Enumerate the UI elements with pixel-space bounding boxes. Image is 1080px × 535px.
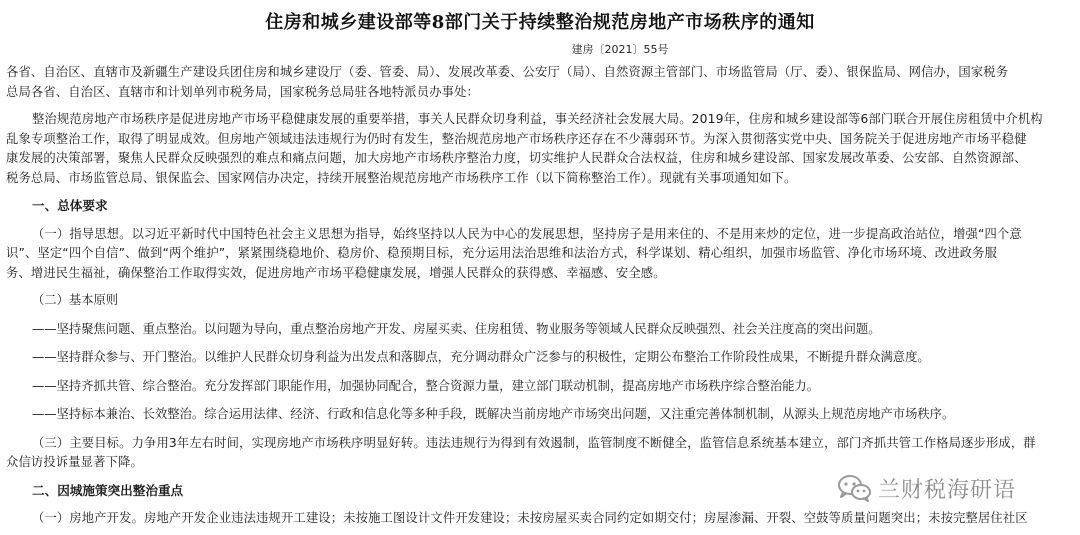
principle-item: ——坚持群众参与、开门整治。以维护人民群众切身利益为出发点和落脚点，充分调动群众广泛参与的积极性，定期公布整治工作阶段性成果，不断提升群众满意度。 — [32, 350, 930, 364]
guiding-paragraph — [6, 225, 1074, 284]
text-line: 识”、坚定“四个自信”、做到“两个维护”，紧紧围绕稳地价、稳房价、稳预期目标，充分运用法治思维和法治方式，科学谋划、精心组织，加强市场监管、净化市场环境、改进政务服 — [6, 246, 998, 260]
document-number: 建房〔2021〕55号 — [571, 43, 669, 56]
principle-item: ——坚持齐抓共管、综合整治。充分发挥部门职能作用，加强协同配合，整合资源力量，建立部门联动机制，提高房地产市场秩序综合整治能力。 — [32, 378, 820, 393]
principle-item: ——坚持聚焦问题、重点整治。以问题为导向，重点整治房地产开发、房屋买卖、住房租赁、物业服务等领域人民群众反映强烈、社会关注度高的突出问题。 — [32, 321, 881, 336]
text-line: 总局各省、自治区、直辖市和计划单列市税务局，国家税务总局驻各地特派员办事处： — [6, 84, 479, 99]
text-line: 康发展的决策部署，聚焦人民群众反映强烈的难点和痛点问题，加大房地产市场秩序整治力度，切实维护人民群众合法权益，住房和城乡建设部、国家发展改革委、公安部、自然资源部、 — [6, 151, 1027, 165]
section-heading: 一、总体要求 — [32, 198, 108, 213]
text-line: 乱象专项整治工作，取得了明显成效。但房地产领域违法违规行为仍时有发生，整治规范房地产市场秩序还存在不少薄弱环节。为深入贯彻落实党中央、国务院关于促进房地产市场平稳健 — [6, 131, 1027, 146]
wechat-icon — [836, 473, 872, 503]
text-line: 整治规范房地产市场秩序是促进房地产市场平稳健康发展的重要举措，事关人民群众切身利益，事关经济社会发展大局。2019年，住房和城乡建设部等6部门联合开展住房租赁中介机构 — [32, 112, 1043, 126]
recipients-paragraph — [6, 63, 1074, 102]
principle-item: ——坚持标本兼治、长效整治。综合运用法律、经济、行政和信息化等多种手段，既解决当前房地产市场突出问题，又注重完善体制机制，从源头上规范房地产市场秩序。 — [32, 407, 955, 421]
text-line: （三）主要目标。力争用3年左右时间，实现房地产市场秩序明显好转。违法违规行为得到有效遏制，监管制度不断健全，监管信息系统基本建立，部门齐抓共管工作格局逐步形成，群 — [32, 435, 1036, 450]
document-body — [6, 63, 1074, 529]
text-line: 税务总局、市场监管总局、银保监会、国家网信办决定，持续开展整治规范房地产市场秩序工作（以下简称整治工作）。现就有关事项通知如下。 — [6, 170, 797, 185]
watermark — [836, 470, 1016, 506]
text-line: （一）房地产开发。房地产开发企业违法违规开工建设；未按施工图设计文件开发建设；未按房屋买卖合同约定如期交付；房屋渗漏、开裂、空鼓等质量问题突出；未按完整居住社区 — [32, 511, 1028, 525]
document-title: 住房和城乡建设部等8部门关于持续整治规范房地产市场秩序的通知 — [265, 12, 815, 33]
text-line: （一）指导思想。以习近平新时代中国特色社会主义思想为指导，始终坚持以人民为中心的发展思想，坚持房子是用来住的、不是用来炒的定位，进一步提高政治站位，增强“四个意 — [32, 226, 1022, 241]
text-line: 各省、自治区、直辖市及新疆生产建设兵团住房和城乡建设厅（委、管委、局）、发展改革委、公安厅（局）、自然资源主管部门、市场监管局（厅、委）、银保监局、网信办，国家税务 — [6, 65, 1009, 79]
watermark-text: 兰财税海研语 — [878, 477, 1017, 503]
section-heading: 二、因城施策突出整治重点 — [32, 482, 184, 498]
text-line: 务、增进民生福祉，确保整治工作取得实效，促进房地产市场平稳健康发展，增强人民群众的获得感、幸福感、安全感。 — [6, 265, 666, 280]
intro-paragraph — [6, 110, 1074, 188]
goals-paragraph — [6, 434, 1074, 473]
subsection-heading: （二）基本原则 — [32, 293, 119, 307]
text-line: 众信访投诉量显著下降。 — [6, 455, 143, 469]
